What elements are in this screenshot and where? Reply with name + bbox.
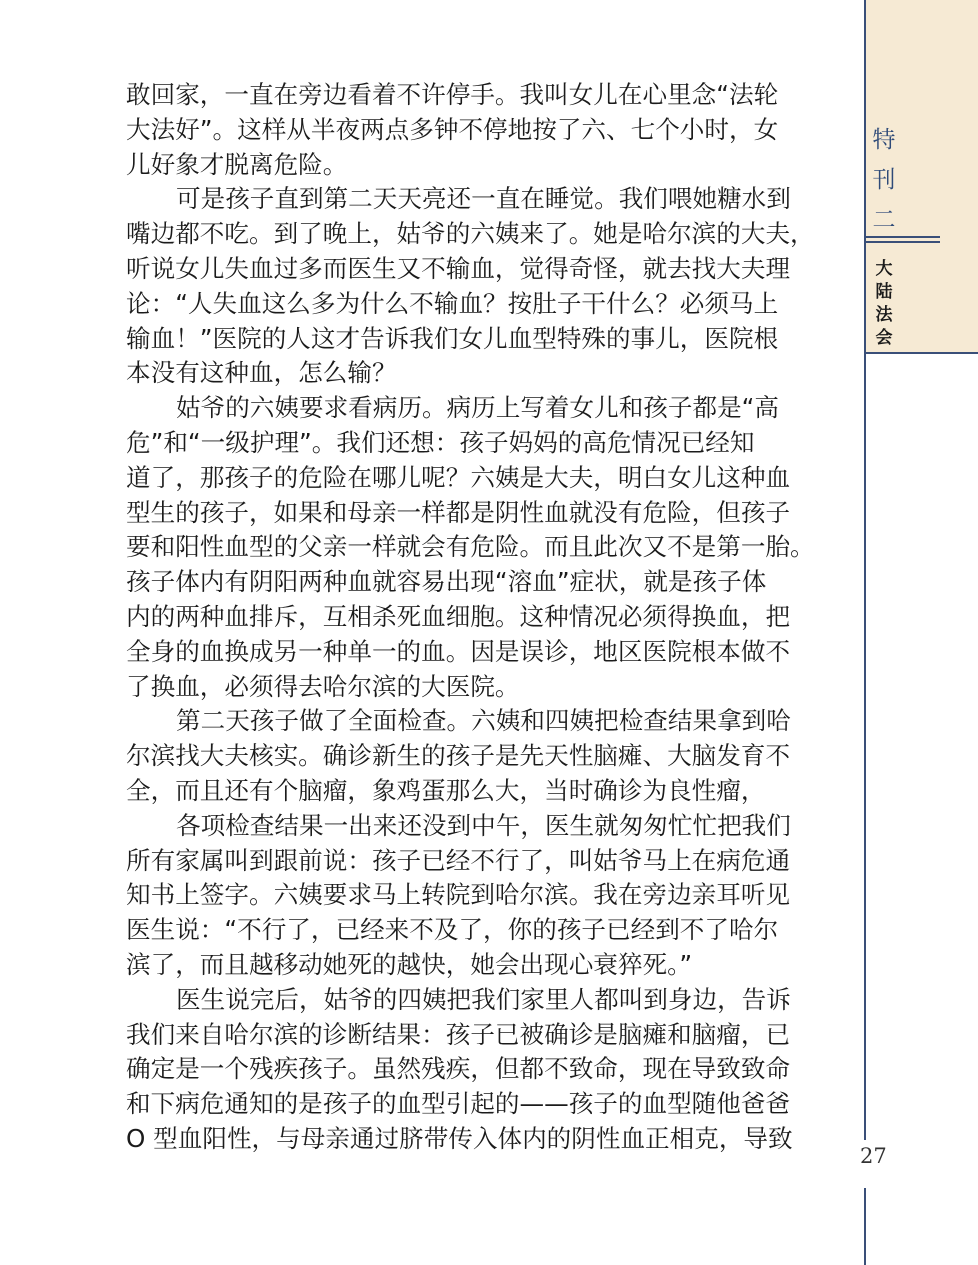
text-line: 输血！”医院的人这才告诉我们女儿血型特殊的事儿，医院根 [126, 323, 779, 353]
section-label-char: 特 [872, 127, 896, 153]
text-line: 孩子体内有阴阳两种血就容易出现“溶血”症状，就是孩子体 [126, 567, 767, 597]
text-line: 本没有这种血，怎么输？ [126, 358, 397, 388]
text-line: 确定是一个残疾孩子。虽然残疾，但都不致命，现在导致致命 [126, 1054, 791, 1084]
text-line: 滨了，而且越移动她死的越快，她会出现心衰猝死。” [126, 949, 693, 979]
text-line: 全身的血换成另一种单一的血。因是误诊，地区医院根本做不 [126, 636, 791, 666]
text-line: 论：“人失血这么多为什么不输血？按肚子干什么？必须马上 [126, 288, 779, 318]
sidebar-tab-header [866, 0, 940, 236]
tab-divider [866, 236, 940, 238]
text-line: 内的两种血排斥，互相杀死血细胞。这种情况必须得换血，把 [126, 601, 791, 631]
text-line: 危”和“一级护理”。我们还想：孩子妈妈的高危情况已经知 [126, 427, 755, 457]
text-line: 全，而且还有个脑瘤，象鸡蛋那么大，当时确诊为良性瘤， [126, 775, 766, 805]
tab-divider [866, 241, 940, 243]
text-line: 道了，那孩子的危险在哪儿呢？六姨是大夫，明白女儿这种血 [126, 462, 791, 492]
text-line: 嘴边都不吃。到了晚上，姑爷的六姨来了。她是哈尔滨的大夫， [126, 219, 815, 249]
text-line: 和下病危通知的是孩子的血型引起的——孩子的血型随他爸爸 [126, 1089, 791, 1119]
text-line: 各项检查结果一出来还没到中午，医生就匆匆忙忙把我们 [176, 810, 791, 840]
section-name-char: 会 [875, 328, 893, 348]
text-line: O 型血阳性，与母亲通过脐带传入体内的阴性血正相克，导致 [126, 1123, 793, 1153]
text-line: 要和阳性血型的父亲一样就会有危险。而且此次又不是第一胎。 [126, 532, 815, 562]
text-line: 医生说：“不行了，已经来不及了，你的孩子已经到不了哈尔 [126, 915, 779, 945]
section-label-char: 刊 [872, 167, 896, 193]
margin-rule [864, 0, 866, 1140]
body-text [126, 78, 852, 1157]
text-line: 尔滨找大夫核实。确诊新生的孩子是先天性脑瘫、大脑发育不 [126, 741, 791, 771]
tab-bottom-rule [866, 352, 978, 354]
text-line: 可是孩子直到第二天天亮还一直在睡觉。我们喂她糖水到 [176, 184, 791, 214]
text-line: 型生的孩子，如果和母亲一样都是阴性血就没有危险，但孩子 [126, 497, 791, 527]
section-name-char: 陆 [875, 282, 893, 302]
text-line: 医生说完后，姑爷的四姨把我们家里人都叫到身边，告诉 [176, 984, 791, 1014]
text-line: 第二天孩子做了全面检查。六姨和四姨把检查结果拿到哈 [176, 706, 791, 736]
text-line: 知书上签字。六姨要求马上转院到哈尔滨。我在旁边亲耳听见 [126, 880, 791, 910]
text-line: 所有家属叫到跟前说：孩子已经不行了，叫姑爷马上在病危通 [126, 845, 791, 875]
section-label [870, 120, 898, 240]
sidebar-tab [866, 0, 978, 354]
section-name-char: 大 [875, 259, 893, 279]
text-line: 我们来自哈尔滨的诊断结果：孩子已被确诊是脑瘫和脑瘤，已 [126, 1019, 791, 1049]
section-name [870, 258, 898, 350]
margin-rule-lower [864, 1188, 866, 1265]
section-label-char: 二 [872, 207, 896, 233]
text-line: 大法好”。这样从半夜两点多钟不停地按了六、七个小时，女 [126, 114, 779, 144]
text-line: 敢回家，一直在旁边看着不许停手。我叫女儿在心里念“法轮 [126, 80, 779, 109]
text-line: 儿好象才脱离危险。 [126, 149, 348, 179]
text-line: 姑爷的六姨要求看病历。病历上写着女儿和孩子都是“高 [176, 393, 779, 423]
page-number: 27 [860, 1144, 887, 1168]
text-line: 了换血，必须得去哈尔滨的大医院。 [126, 671, 520, 701]
text-line: 听说女儿失血过多而医生又不输血，觉得奇怪，就去找大夫理 [126, 253, 791, 283]
section-name-char: 法 [875, 305, 893, 325]
